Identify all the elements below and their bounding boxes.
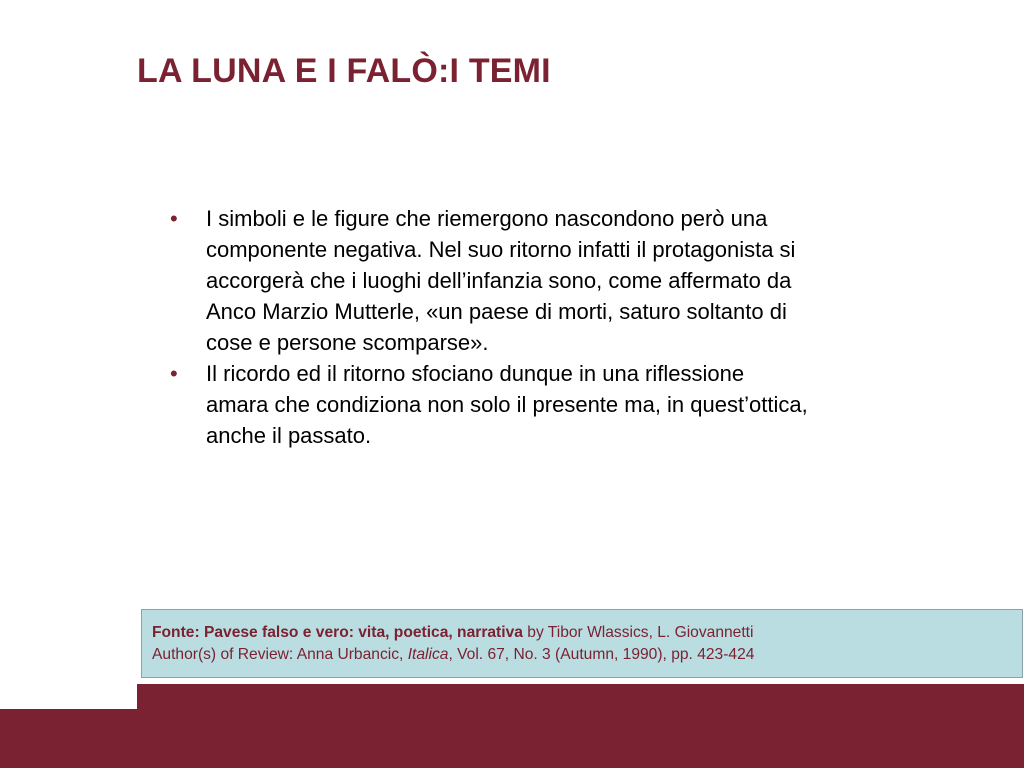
bullet-line: cose e persone scomparse». <box>206 330 489 355</box>
journal-name: Italica <box>407 646 449 663</box>
source-title: Fonte: Pavese falso e vero: vita, poetica, narrativa <box>152 624 523 641</box>
slide-title: LA LUNA E I FALÒ:I TEMI <box>137 52 551 90</box>
bullet-line: accorgerà che i luoghi dell’infanzia sono, come affermato da <box>206 268 792 293</box>
bullet-line: I simboli e le figure che riemergono nascondono però una <box>206 206 768 231</box>
bullet-marker: • <box>170 206 178 231</box>
bullet-marker: • <box>170 361 178 386</box>
bullet-line: anche il passato. <box>206 423 372 448</box>
footer-band-right <box>137 684 1024 768</box>
review-details: , Vol. 67, No. 3 (Autumn, 1990), pp. 423-424 <box>448 646 755 663</box>
bullet-list <box>170 203 1000 451</box>
bullet-line: Anco Marzio Mutterle, «un paese di morti, saturo soltanto di <box>206 299 787 324</box>
source-authors: by Tibor Wlassics, L. Giovannetti <box>522 624 754 641</box>
footer-band-left <box>0 709 137 768</box>
source-citation-box <box>141 609 1023 678</box>
bullet-line: componente negativa. Nel suo ritorno infatti il protagonista si <box>206 237 796 262</box>
bullet-item <box>170 203 1000 358</box>
bullet-line: amara che condiziona non solo il presente ma, in quest’ottica, <box>206 392 808 417</box>
bullet-line: Il ricordo ed il ritorno sfociano dunque in una riflessione <box>206 361 745 386</box>
bullet-item <box>170 358 1000 451</box>
review-prefix: Author(s) of Review: Anna Urbancic, <box>152 646 408 663</box>
